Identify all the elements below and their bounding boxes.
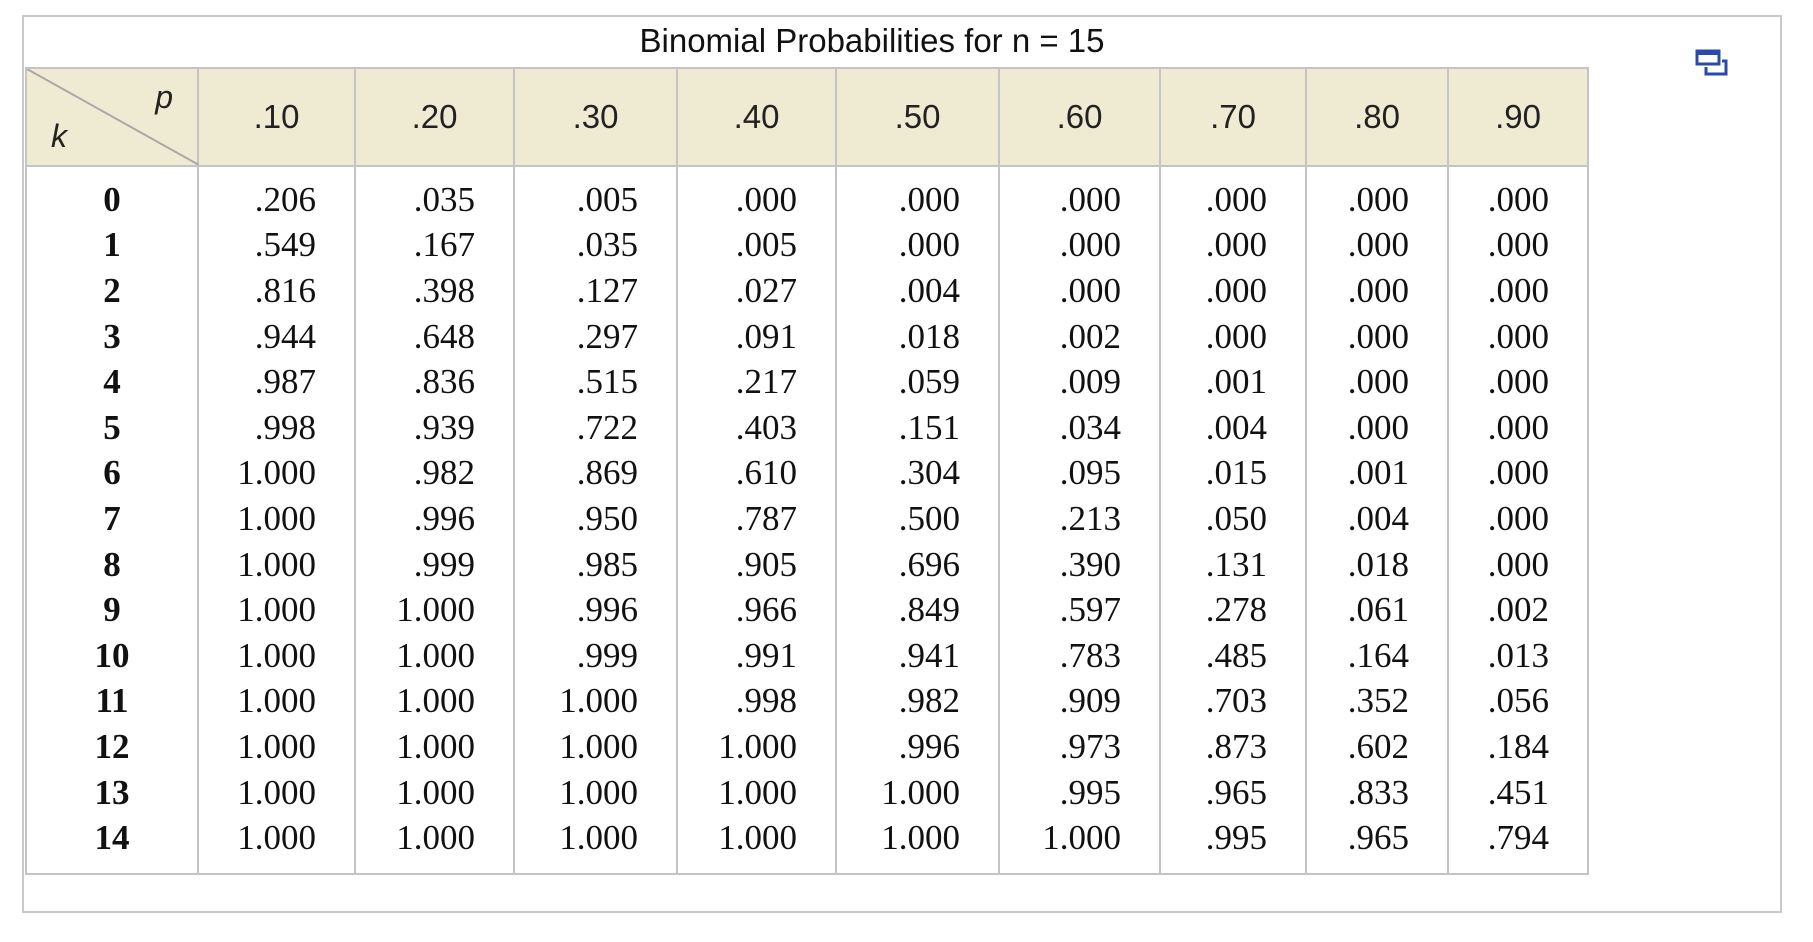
probability-cell: .352 (1306, 679, 1448, 725)
probability-cell: .035 (355, 166, 514, 223)
probability-cell: 1.000 (198, 587, 355, 633)
probability-cell: 1.000 (355, 587, 514, 633)
probability-cell: 1.000 (836, 770, 999, 816)
probability-cell: .206 (198, 166, 355, 223)
probability-cell: 1.000 (198, 633, 355, 679)
probability-cell: 1.000 (355, 633, 514, 679)
probability-cell: 1.000 (198, 679, 355, 725)
row-k-label: 14 (26, 815, 198, 874)
probability-cell: .027 (677, 268, 836, 314)
table-container (25, 67, 1589, 875)
probability-cell: .013 (1448, 633, 1588, 679)
column-header: .90 (1448, 68, 1588, 166)
row-k-label: 2 (26, 268, 198, 314)
probability-cell: .059 (836, 359, 999, 405)
probability-cell: .050 (1160, 496, 1306, 542)
probability-cell: 1.000 (198, 542, 355, 588)
probability-cell: .000 (1306, 405, 1448, 451)
row-k-label: 0 (26, 166, 198, 223)
probability-cell: .783 (999, 633, 1160, 679)
probability-cell: .965 (1160, 770, 1306, 816)
probability-cell: .304 (836, 451, 999, 497)
probability-cell: .995 (1160, 815, 1306, 874)
probability-cell: .485 (1160, 633, 1306, 679)
probability-cell: .001 (1306, 451, 1448, 497)
probability-cell: .398 (355, 268, 514, 314)
probability-cell: .034 (999, 405, 1160, 451)
probability-cell: .836 (355, 359, 514, 405)
probability-cell: .000 (999, 223, 1160, 269)
probability-cell: 1.000 (198, 770, 355, 816)
table-row (26, 166, 1588, 223)
corner-cell (26, 68, 198, 166)
probability-cell: .000 (1306, 314, 1448, 360)
table-row (26, 496, 1588, 542)
p-label: p (155, 79, 173, 115)
probability-cell: .999 (355, 542, 514, 588)
probability-cell: .091 (677, 314, 836, 360)
probability-cell: .996 (355, 496, 514, 542)
probability-cell: .035 (514, 223, 677, 269)
probability-cell: .018 (1306, 542, 1448, 588)
probability-cell: .909 (999, 679, 1160, 725)
probability-cell: .056 (1448, 679, 1588, 725)
row-k-label: 4 (26, 359, 198, 405)
probability-cell: .722 (514, 405, 677, 451)
probability-cell: .965 (1306, 815, 1448, 874)
table-row (26, 770, 1588, 816)
probability-cell: .184 (1448, 724, 1588, 770)
probability-cell: .985 (514, 542, 677, 588)
probability-cell: .018 (836, 314, 999, 360)
probability-cell: .167 (355, 223, 514, 269)
probability-cell: .000 (1160, 166, 1306, 223)
probability-cell: .833 (1306, 770, 1448, 816)
probability-cell: .000 (1448, 542, 1588, 588)
probability-cell: .982 (355, 451, 514, 497)
table-row (26, 633, 1588, 679)
probability-cell: .000 (1448, 451, 1588, 497)
probability-cell: .000 (1448, 268, 1588, 314)
probability-cell: .061 (1306, 587, 1448, 633)
probability-cell: .164 (1306, 633, 1448, 679)
probability-cell: .939 (355, 405, 514, 451)
probability-cell: .002 (1448, 587, 1588, 633)
column-header: .70 (1160, 68, 1306, 166)
column-header: .10 (198, 68, 355, 166)
row-k-label: 6 (26, 451, 198, 497)
probability-cell: .597 (999, 587, 1160, 633)
probability-cell: 1.000 (198, 724, 355, 770)
header-row (26, 68, 1588, 166)
row-k-label: 13 (26, 770, 198, 816)
probability-cell: 1.000 (677, 815, 836, 874)
probability-cell: .873 (1160, 724, 1306, 770)
probability-cell: .998 (198, 405, 355, 451)
probability-cell: .000 (1306, 359, 1448, 405)
table-row (26, 815, 1588, 874)
probability-cell: .000 (1160, 223, 1306, 269)
probability-cell: .999 (514, 633, 677, 679)
probability-cell: .995 (999, 770, 1160, 816)
column-header: .60 (999, 68, 1160, 166)
probability-cell: .696 (836, 542, 999, 588)
probability-cell: 1.000 (514, 815, 677, 874)
probability-cell: 1.000 (514, 679, 677, 725)
probability-cell: .278 (1160, 587, 1306, 633)
probability-cell: .944 (198, 314, 355, 360)
binomial-table (25, 67, 1589, 875)
probability-cell: 1.000 (999, 815, 1160, 874)
row-k-label: 7 (26, 496, 198, 542)
probability-cell: .000 (1160, 314, 1306, 360)
probability-cell: .213 (999, 496, 1160, 542)
row-k-label: 11 (26, 679, 198, 725)
table-row (26, 268, 1588, 314)
probability-cell: .602 (1306, 724, 1448, 770)
probability-cell: .996 (514, 587, 677, 633)
probability-cell: .001 (1160, 359, 1306, 405)
probability-cell: .515 (514, 359, 677, 405)
probability-cell: .095 (999, 451, 1160, 497)
probability-cell: 1.000 (836, 815, 999, 874)
probability-cell: 1.000 (355, 815, 514, 874)
probability-cell: .390 (999, 542, 1160, 588)
probability-cell: .869 (514, 451, 677, 497)
probability-cell: .998 (677, 679, 836, 725)
probability-cell: .000 (1448, 405, 1588, 451)
probability-cell: 1.000 (198, 815, 355, 874)
probability-cell: .794 (1448, 815, 1588, 874)
probability-cell: 1.000 (677, 770, 836, 816)
probability-cell: 1.000 (355, 679, 514, 725)
probability-cell: .015 (1160, 451, 1306, 497)
probability-cell: 1.000 (355, 770, 514, 816)
probability-cell: .009 (999, 359, 1160, 405)
row-k-label: 8 (26, 542, 198, 588)
table-row (26, 542, 1588, 588)
probability-cell: .217 (677, 359, 836, 405)
probability-cell: .000 (1448, 223, 1588, 269)
probability-cell: .127 (514, 268, 677, 314)
probability-cell: .905 (677, 542, 836, 588)
table-body (26, 166, 1588, 874)
probability-cell: .000 (677, 166, 836, 223)
column-header: .20 (355, 68, 514, 166)
probability-cell: .004 (1306, 496, 1448, 542)
probability-cell: .966 (677, 587, 836, 633)
column-header: .40 (677, 68, 836, 166)
probability-cell: .002 (999, 314, 1160, 360)
probability-cell: .000 (1448, 359, 1588, 405)
table-row (26, 405, 1588, 451)
row-k-label: 3 (26, 314, 198, 360)
probability-cell: .005 (677, 223, 836, 269)
probability-cell: .950 (514, 496, 677, 542)
probability-cell: .549 (198, 223, 355, 269)
probability-cell: .849 (836, 587, 999, 633)
probability-cell: .000 (1306, 268, 1448, 314)
column-header: .80 (1306, 68, 1448, 166)
probability-cell: 1.000 (198, 451, 355, 497)
probability-cell: .151 (836, 405, 999, 451)
probability-cell: .787 (677, 496, 836, 542)
probability-cell: .000 (1306, 166, 1448, 223)
probability-cell: .000 (1448, 166, 1588, 223)
table-row (26, 679, 1588, 725)
probability-cell: .000 (836, 223, 999, 269)
row-k-label: 12 (26, 724, 198, 770)
probability-cell: .004 (836, 268, 999, 314)
probability-cell: 1.000 (677, 724, 836, 770)
probability-cell: .500 (836, 496, 999, 542)
probability-cell: .703 (1160, 679, 1306, 725)
probability-cell: .403 (677, 405, 836, 451)
row-k-label: 9 (26, 587, 198, 633)
probability-cell: .941 (836, 633, 999, 679)
probability-cell: .005 (514, 166, 677, 223)
probability-cell: .451 (1448, 770, 1588, 816)
table-title: Binomial Probabilities for n = 15 (639, 22, 1105, 59)
probability-cell: 1.000 (198, 496, 355, 542)
probability-cell: .000 (1306, 223, 1448, 269)
probability-cell: 1.000 (514, 770, 677, 816)
probability-cell: .982 (836, 679, 999, 725)
column-header: .30 (514, 68, 677, 166)
row-k-label: 1 (26, 223, 198, 269)
probability-cell: .973 (999, 724, 1160, 770)
probability-cell: .000 (999, 268, 1160, 314)
popout-window-icon[interactable] (1695, 49, 1729, 82)
table-row (26, 451, 1588, 497)
k-label: k (51, 118, 67, 154)
row-k-label: 5 (26, 405, 198, 451)
probability-cell: .000 (1448, 496, 1588, 542)
probability-cell: 1.000 (514, 724, 677, 770)
table-row (26, 587, 1588, 633)
probability-cell: 1.000 (355, 724, 514, 770)
probability-cell: .996 (836, 724, 999, 770)
table-row (26, 724, 1588, 770)
probability-cell: .000 (836, 166, 999, 223)
probability-cell: .004 (1160, 405, 1306, 451)
probability-cell: .000 (1160, 268, 1306, 314)
probability-cell: .131 (1160, 542, 1306, 588)
probability-cell: .648 (355, 314, 514, 360)
probability-cell: .000 (1448, 314, 1588, 360)
table-row (26, 314, 1588, 360)
probability-cell: .610 (677, 451, 836, 497)
probability-cell: .991 (677, 633, 836, 679)
table-row (26, 359, 1588, 405)
probability-cell: .297 (514, 314, 677, 360)
probability-cell: .987 (198, 359, 355, 405)
table-row (26, 223, 1588, 269)
row-k-label: 10 (26, 633, 198, 679)
column-header: .50 (836, 68, 999, 166)
probability-cell: .816 (198, 268, 355, 314)
probability-cell: .000 (999, 166, 1160, 223)
